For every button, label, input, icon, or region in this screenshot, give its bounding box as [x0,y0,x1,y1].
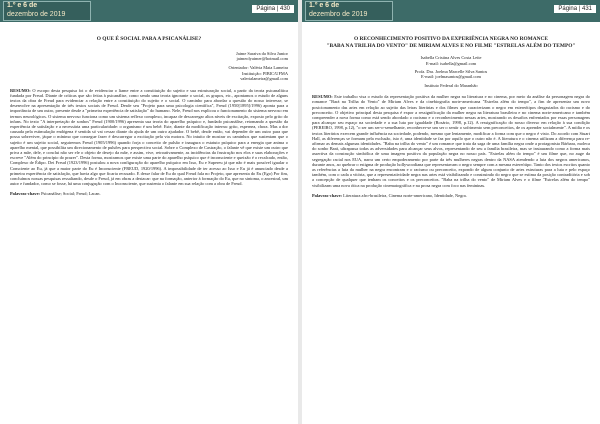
keywords-label: Palavras-chave: [10,191,40,197]
article-title-line1: O RECONHECIMENTO POSITIVO DA EXPERIÊNCIA NEGRA NO ROMANCE [353,36,549,42]
event-logo-line2: dezembro de 2019 [7,11,66,18]
event-logo-line1: 1.º e 6 de [309,2,340,9]
abstract-label: RESUMO: [312,94,333,100]
author-line: Isabella Cristina Alves Costa Leite [420,55,482,61]
keywords-text: Literatura afro-brasileira, Cinema norte-americano, Identidade, Negra. [342,192,467,198]
keywords-label: Palavras-chave: [312,192,342,198]
event-logo [305,1,393,21]
institution-line: Instituição: PIBIC/UFMA [242,70,288,76]
keywords-text: Psicanálise; Social; Freud; Lacan. [40,191,101,197]
abstract [312,94,590,188]
institution-line: Instituto Federal do Maranhão [424,82,478,88]
left-page [0,0,298,424]
keywords [10,191,288,196]
page-number: Página | 430 [252,5,294,13]
article-title: O QUE É SOCIAL PARA A PSICANÁLISE? [96,36,202,42]
abstract-label: RESUMO: [10,87,31,93]
abstract-text: O escopo desta pesquisa foi o de evidenciar o liame entre a constituição do sujeito e sua estruturação social, a partir da teoria psicanalítica fundada por Freud. Diante de críticas que são feitas à psicanálise, como sendo uma teoria ignorante o social, os grupos, etc., apontamos o estudo de alguns textos da obra de Freud para evidenciar a relação entre a constituição do sujeito e o social. O caminho para abordar a questão do nosso interesse, se desenvolve na apresentação de três textos sociais de Freud. Desde seu "Projeto para uma psicologia científica", Freud (1950[1895]/1996) aponta para a importância de um outro, presente desde a "primeira experiência de satisfação" do humano. Nele, Freud nos explicou o funcionamento do sistema nervoso em termos neurológicos. O sistema nervoso funciona como um sistema reflexo complexo, incapaz de descarregar altos níveis de excitação, exposto pelo grito do infans. No texto "A interpretação de sonhos" Freud (1900/1996) apresenta sua teoria do aparelho psíquico e, fundado psicanálise, retomando a questão da experiência de satisfação e a necessária uma particularidade: o organismo é um bebê. Este, diante da modificação interna: grito, espernea, chora. Mas a dor causada pela estimulação endógena é sentida só vai cessar diante da ajuda de um outro ajudador. O bebê, desde então, vai depender de um outro para que possa sobreviver, jáque o mínimo que consegue fazer é descarregar a excitação pela via motora. No intuito de mostrar os caminhos que sustentam que o sujeito é um sujeito social, seguiremos Freud (1905/1996) quando forja o conceito de pulsão e inaugura o estatuto psíquico para a energia que anima o aparelho mental, que possibilita um direcionamento de pulsões para perspectiva social. Sobre o Complexo de Castração, o falante vê que existe um outro que priva a mãe, dele, e conclui não ser ele o objeto de desejo da mãe, e assim, vive, retroativamente, as incidências da frustração nos elos e suas elaborações e escreve "Além do princípio do prazer". Desta forma, mostramos que existe uma parte do aparelho psíquico que é inconsciente e queixão é o recalcado, então, Complexo de Édipo. Dei Freud (1923/1996) postulou a nova configuração do aparelho psíquico em Isso, Eu e Supereu já que não é mais possível igualar o Consciente ao Eu, já que a maior parte do Eu é Inconsciente (FREUD, 1920/1996). A impossibilidade de ter acesso ao Isso e Eu já é anunciado desde a primeira experiência de satisfação, que havia algo que ficaria recusado. E desse falar de Eu do qual Freud fala no Projeto, que apresenta do Eu (Ego) Por fim, concluímos nossas pesquisas ressaltando, desde o Freud, já em obras a destacar: que na formação, anterior à formação do Eu, que no sintoma, o ancestral, um autor e fundador, como se fosse, há uma conjugação com o Inconsciente, que sustenta o falante em sua relação com a obra de Freud. [10,87,288,187]
article-title-line2: "BABA NA TRILHA DO VENTO" DE MIRIAM ALVES E NO FILME "ESTRELAS ALÉM DO TEMPO" [326,42,576,49]
event-logo-line2: dezembro de 2019 [309,11,368,18]
abstract-text: Este trabalho visa o estudo da representação positiva da mulher negra na literatura e no cinema, por meio da análise da personagem negra do romance "Bará na Trilha do Vento" de Miriam Alves e da cinebiografia norte-americana "Estrelas além do tempo", a fim de apresentar um novo posicionamento das artes em relação ao sujeito das letras literárias e dos filmes que caracterizam o negro em estereótipos desgastados do racismo e do preconceito. O objetivo principal desta pesquisa é expor a ressignificação da mulher negra na literatura brasileira e no cinema norte-americano e também compreender a nova forma como está sendo abordado o racismo e o reconhecimento nessas artes, mostrando os desafios enfrentados por essas personagens para alcançar seu espaço na sociedade e a sua luta por igualdade (Rosário, 1998, p.12). A ressignificação do nosso diverso em relação à sua condição (PEREIRO, 1998, p.12), "o ser um ser-o-semelhante, reconhecer-se um ser o sentir o sofrimento sem preconceitos, de os aprender socialmente". A mídia e os textos literários exercem grande influência na sociedade, podendo, mesmo que lentamente, modificar a forma com que o negro é visto. Do acordo com Stuart Hall, as diferenças se formam pela exclusão, isto é, uma identidade se faz por aquilo que o outro não é. A literatura e o cinema utilizam a diferença para re-afirmar as demais algumas identidades. "Baba na trilha do vento" é um romance que trata da saga de uma família negra onde a protagonista Bárbara, moleca do sonho Bará, ultrapassa todas as adversidades para alcançar seus alvos, representando de seu a família brasileira, mas se instaurando como a forma mais assertiva da construção simbólica de uma imagem positiva da população negra no nosso país. "Estrelas além do tempo" é um filme que, no auge da segregação racial nos EUA, narra um certo empoderamento por parte da três mulheres negras dentro da NASA atendendo a luta dos negros americanos, durante anos, ao quebrar o estigma de produção hollywoodiana que representavam o negro sempre com a mesma estereótipo. Tanto dos textos escritos quanto as referências a luta da mulher na negra encontram e o racismo ou preconceito, expondo de algum conjunto de artes estruturas para a luta e pelo espaço também, com o cada a vitória, que a representatividade negra nas artes está visibilizando e construindo do negro que se estima da posição contraditória e sob a concepção de qualquer que tenham os conceitos e os preconceitos. "Baba na trilha do vento" de Miriam Alves e o filme "Estrelas além do tempo" visibilizam uma nova ótica na produção cinematográfica e na prosa negra com foco nas femininas. [312,94,590,188]
page-header [0,0,298,22]
author-line: Jaime Saraiva da Silva Junior [236,50,288,56]
advisor-line: Profa. Dra. Joelma Marcelle Silva Santos [414,69,488,74]
keywords [312,193,590,198]
author-block [312,55,590,88]
author-block [10,51,288,82]
advisor-line: Orientador: Valéria Maia Lameira [228,65,288,71]
advisor-email: E-mail: joelmasantos@gmail.com [421,74,481,80]
author-email: jaimeolyaimer@hotmail.com [236,56,288,61]
advisor-email: valerialameira@gmail.com [240,76,288,82]
article-title [318,36,584,49]
right-page [302,0,600,424]
event-logo [3,1,91,21]
author-email: E-mail: isabella@gmail.com [425,60,477,66]
page-header [302,0,600,22]
event-logo-line1: 1.º e 6 de [7,2,38,9]
abstract [10,88,288,187]
page-number: Página | 431 [554,5,596,13]
